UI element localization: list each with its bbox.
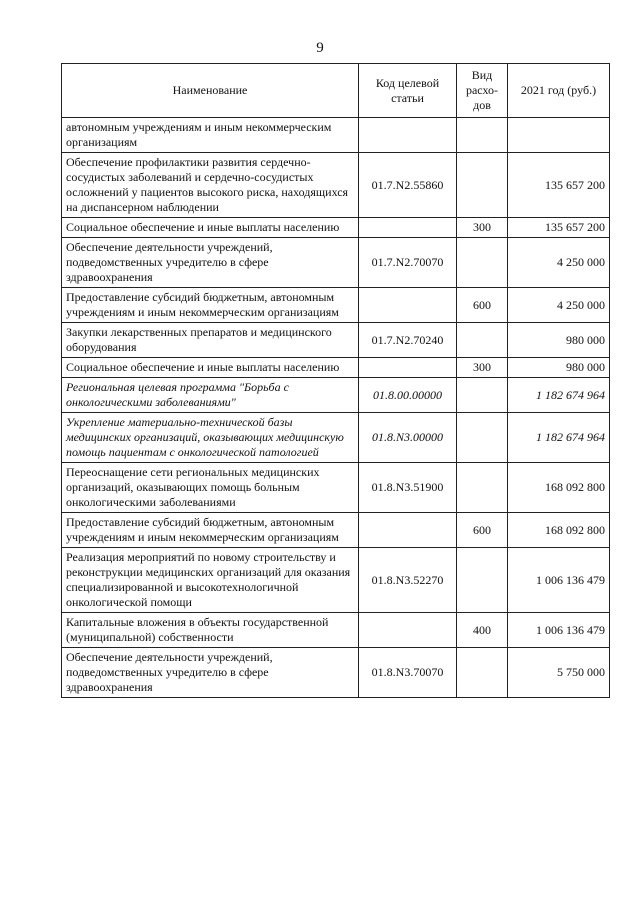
row-amount-cell <box>508 118 610 153</box>
row-name-cell: Социальное обеспечение и иные выплаты населению <box>62 358 359 378</box>
row-code-cell: 01.8.N3.52270 <box>359 548 457 613</box>
row-code-cell: 01.7.N2.55860 <box>359 153 457 218</box>
header-amount: 2021 год (руб.) <box>508 64 610 118</box>
row-amount-cell: 980 000 <box>508 323 610 358</box>
row-type-cell <box>457 118 508 153</box>
row-name-cell: Закупки лекарственных препаратов и медицинского оборудования <box>62 323 359 358</box>
row-amount-cell: 4 250 000 <box>508 288 610 323</box>
row-code-cell <box>359 613 457 648</box>
row-type-cell <box>457 323 508 358</box>
row-name-cell: Региональная целевая программа "Борьба с онкологическими заболеваниями" <box>62 378 359 413</box>
row-amount-cell: 4 250 000 <box>508 238 610 288</box>
row-name-cell: автономным учреждениям и иным некоммерческим организациям <box>62 118 359 153</box>
table-row <box>62 513 610 548</box>
row-name-cell: Переоснащение сети региональных медицинских организаций, оказывающих помощь больным онкологическими заболеваниями <box>62 463 359 513</box>
header-type: Вид расхо-дов <box>457 64 508 118</box>
row-name-cell: Социальное обеспечение и иные выплаты населению <box>62 218 359 238</box>
row-type-cell <box>457 648 508 698</box>
table-row <box>62 118 610 153</box>
table-body <box>62 118 610 698</box>
table-row <box>62 613 610 648</box>
row-name-cell: Обеспечение профилактики развития сердечно-сосудистых заболеваний и сердечно-сосудистых осложнений у пациентов высокого риска, находящихся на диспансерном наблюдении <box>62 153 359 218</box>
table-row <box>62 288 610 323</box>
row-amount-cell: 135 657 200 <box>508 153 610 218</box>
budget-table <box>61 63 610 698</box>
table-row <box>62 323 610 358</box>
row-name-cell: Реализация мероприятий по новому строительству и реконструкции медицинских организаций для оказания специализированной и высокотехнологичной онкологической помощи <box>62 548 359 613</box>
row-type-cell: 300 <box>457 358 508 378</box>
row-code-cell <box>359 288 457 323</box>
row-type-cell: 600 <box>457 288 508 323</box>
table-row <box>62 413 610 463</box>
row-name-cell: Предоставление субсидий бюджетным, автономным учреждениям и иным некоммерческим организациям <box>62 513 359 548</box>
row-amount-cell: 5 750 000 <box>508 648 610 698</box>
row-amount-cell: 1 182 674 964 <box>508 378 610 413</box>
table-row <box>62 648 610 698</box>
row-type-cell: 400 <box>457 613 508 648</box>
row-type-cell <box>457 153 508 218</box>
row-type-cell: 600 <box>457 513 508 548</box>
table-row <box>62 218 610 238</box>
row-type-cell: 300 <box>457 218 508 238</box>
row-code-cell: 01.8.N3.51900 <box>359 463 457 513</box>
row-amount-cell: 980 000 <box>508 358 610 378</box>
row-amount-cell: 1 182 674 964 <box>508 413 610 463</box>
row-name-cell: Укрепление материально-технической базы медицинских организаций, оказывающих медицинскую помощь пациентам с онкологической патологией <box>62 413 359 463</box>
table-row <box>62 153 610 218</box>
table-row <box>62 548 610 613</box>
row-code-cell: 01.8.N3.70070 <box>359 648 457 698</box>
table-header-row <box>62 64 610 118</box>
header-code: Код целевой статьи <box>359 64 457 118</box>
row-code-cell: 01.7.N2.70240 <box>359 323 457 358</box>
row-code-cell: 01.8.N3.00000 <box>359 413 457 463</box>
row-code-cell: 01.7.N2.70070 <box>359 238 457 288</box>
row-amount-cell: 1 006 136 479 <box>508 548 610 613</box>
row-name-cell: Обеспечение деятельности учреждений, подведомственных учредителю в сфере здравоохранения <box>62 648 359 698</box>
row-amount-cell: 1 006 136 479 <box>508 613 610 648</box>
table-row <box>62 238 610 288</box>
row-name-cell: Капитальные вложения в объекты государственной (муниципальной) собственности <box>62 613 359 648</box>
row-code-cell <box>359 513 457 548</box>
row-amount-cell: 135 657 200 <box>508 218 610 238</box>
row-type-cell <box>457 378 508 413</box>
row-code-cell <box>359 358 457 378</box>
row-amount-cell: 168 092 800 <box>508 463 610 513</box>
row-type-cell <box>457 238 508 288</box>
header-name: Наименование <box>62 64 359 118</box>
row-name-cell: Предоставление субсидий бюджетным, автономным учреждениям и иным некоммерческим организациям <box>62 288 359 323</box>
row-name-cell: Обеспечение деятельности учреждений, подведомственных учредителю в сфере здравоохранения <box>62 238 359 288</box>
page-number: 9 <box>316 40 324 56</box>
row-type-cell <box>457 548 508 613</box>
row-type-cell <box>457 413 508 463</box>
row-code-cell: 01.8.00.00000 <box>359 378 457 413</box>
row-code-cell <box>359 118 457 153</box>
row-type-cell <box>457 463 508 513</box>
row-amount-cell: 168 092 800 <box>508 513 610 548</box>
row-code-cell <box>359 218 457 238</box>
table-row <box>62 463 610 513</box>
table-row <box>62 358 610 378</box>
table-row <box>62 378 610 413</box>
